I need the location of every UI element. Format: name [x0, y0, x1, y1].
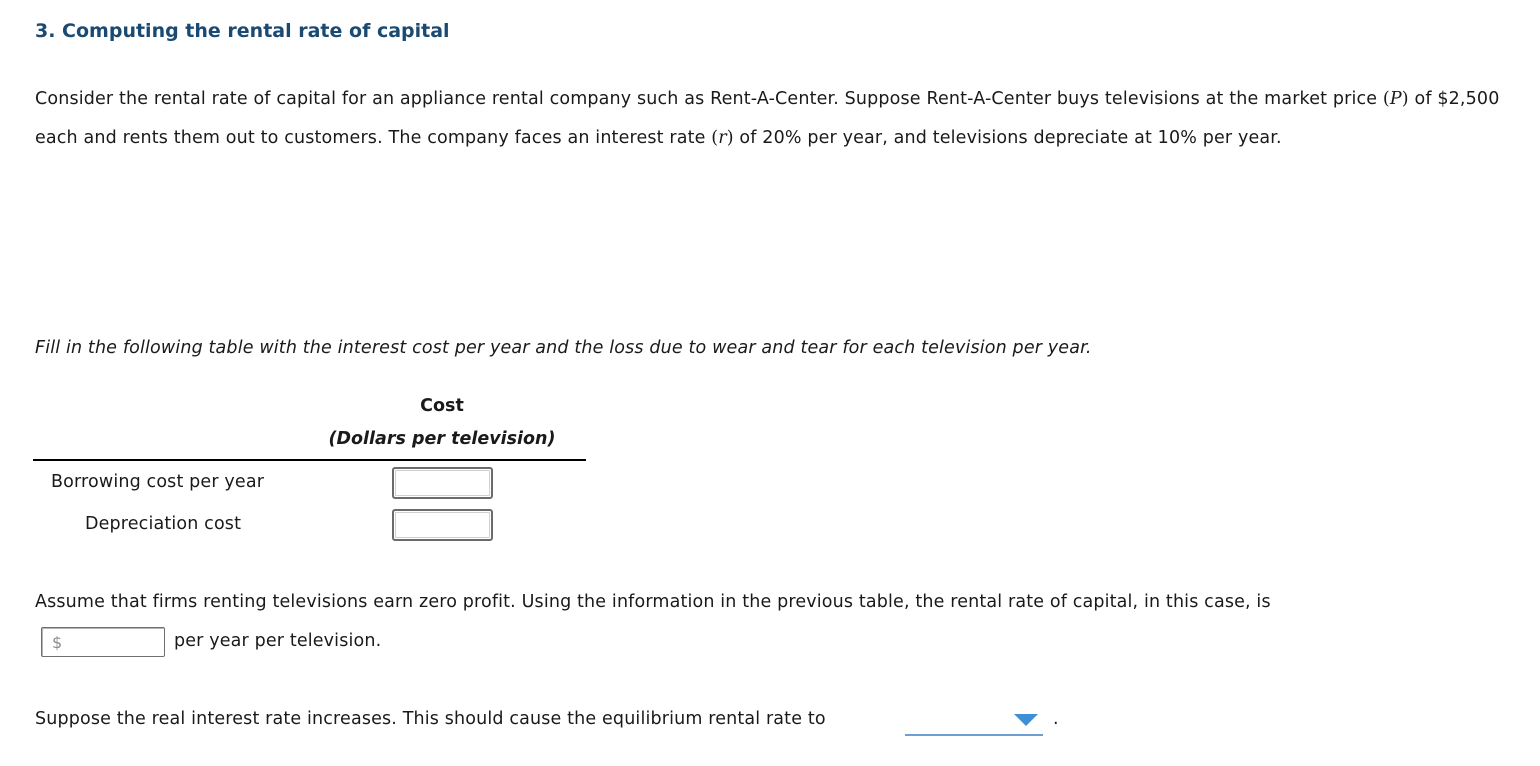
- dollar-sign: $: [52, 633, 63, 652]
- depreciation-cost-input[interactable]: [392, 509, 493, 541]
- cost-column-unit: (Dollars per television): [328, 429, 556, 449]
- price-close-paren: ): [1401, 89, 1409, 109]
- rental-rate-question: Assume that firms renting televisions earn zero profit. Using the information in the previous table, the rental rate of capital, in this case, is: [35, 592, 1271, 612]
- interest-rate-question: Suppose the real interest rate increases. This should cause the equilibrium rental rate to: [35, 709, 826, 729]
- cost-column-header: Cost: [420, 396, 464, 416]
- price-open-paren: (: [1382, 89, 1390, 109]
- rental-rate-input[interactable]: [41, 627, 165, 657]
- rental-rate-change-dropdown[interactable]: [905, 710, 1043, 736]
- intro-text-2: of $2,500 each and rents them out to customers. The company faces an interest rate: [35, 89, 1500, 148]
- rate-close-paren: ): [726, 128, 734, 148]
- intro-paragraph: [35, 80, 1515, 158]
- table-divider: [33, 459, 586, 461]
- intro-text-1: Consider the rental rate of capital for an appliance rental company such as Rent-A-Center. Suppose Rent-A-Center buys televisions at the market price: [35, 89, 1383, 109]
- table-instructions: Fill in the following table with the interest cost per year and the loss due to wear and tear for each television per year.: [35, 338, 1092, 358]
- intro-text-3: of 20% per year, and televisions depreciate at 10% per year.: [733, 128, 1282, 148]
- dropdown-arrow-icon[interactable]: [1014, 714, 1038, 726]
- depreciation-cost-label: Depreciation cost: [85, 514, 242, 534]
- price-symbol: P: [1389, 89, 1402, 109]
- sentence-period: .: [1053, 709, 1059, 729]
- borrowing-cost-input[interactable]: [392, 467, 493, 499]
- rental-rate-suffix: per year per television.: [174, 631, 382, 651]
- borrowing-cost-input-field[interactable]: [395, 470, 490, 496]
- rate-symbol: r: [718, 128, 727, 148]
- borrowing-cost-label: Borrowing cost per year: [51, 472, 265, 492]
- depreciation-cost-input-field[interactable]: [395, 512, 490, 538]
- rate-open-paren: (: [711, 128, 719, 148]
- question-title: 3. Computing the rental rate of capital: [35, 20, 450, 42]
